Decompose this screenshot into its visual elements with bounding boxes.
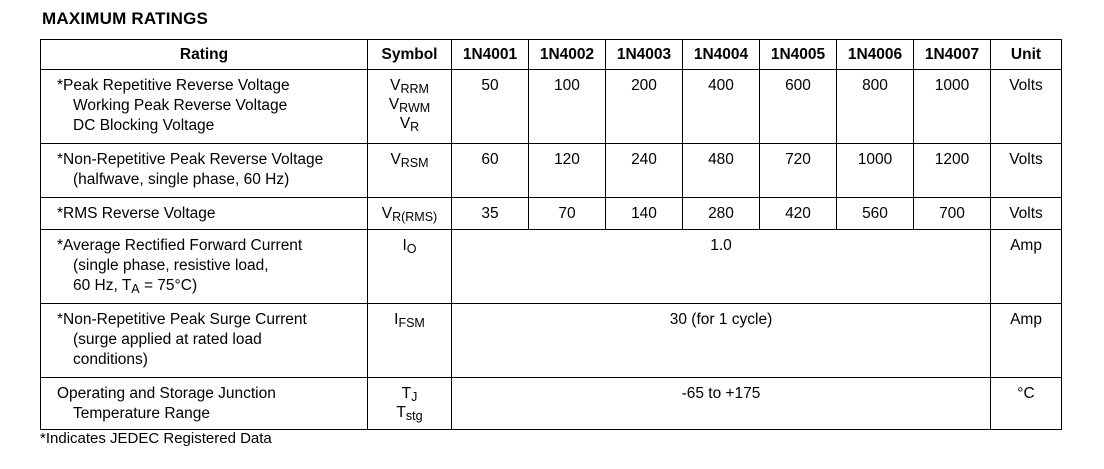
rating-line: *Non-Repetitive Peak Reverse Voltage: [57, 151, 324, 168]
header-part: 1N4001: [452, 40, 529, 70]
header-rating: Rating: [41, 40, 368, 70]
symbol-cell: [368, 198, 452, 230]
rating-line: *Peak Repetitive Reverse Voltage: [57, 77, 290, 94]
value-cell: 1000: [837, 144, 914, 198]
symbol: $V_R$: [399, 115, 420, 134]
rating-line: *RMS Reverse Voltage: [57, 205, 216, 222]
header-symbol: Symbol: [368, 40, 452, 70]
value-cell: 70: [529, 198, 606, 230]
rating-line: *Average Rectified Forward Current: [57, 237, 303, 254]
unit-cell: Volts: [991, 144, 1062, 198]
symbol-cell: [368, 304, 452, 378]
symbol: $V_{RWM}$: [388, 96, 431, 115]
rating-line: (halfwave, single phase, 60 Hz): [73, 171, 290, 188]
symbol-cell: [368, 230, 452, 304]
rating-line: (single phase, resistive load,: [73, 257, 269, 274]
table-row: [41, 304, 1062, 378]
symbol: $V_{R(RMS)}$: [381, 205, 438, 224]
rating-description: [41, 304, 368, 378]
footnote: *Indicates JEDEC Registered Data: [40, 430, 272, 447]
value-cell: 280: [683, 198, 760, 230]
unit-cell: Volts: [991, 198, 1062, 230]
value-cell: 1000: [914, 70, 991, 144]
value-cell: 60: [452, 144, 529, 198]
merged-value-cell: 30 (for 1 cycle): [452, 304, 991, 378]
value-cell: 700: [914, 198, 991, 230]
rating-line: *Non-Repetitive Peak Surge Current: [57, 311, 307, 328]
rating-line: 60 Hz, $T_A = 75^\circ C$): [73, 277, 198, 296]
rating-line: DC Blocking Voltage: [73, 117, 215, 134]
merged-value-cell: -65 to +175: [452, 378, 991, 430]
value-cell: 1200: [914, 144, 991, 198]
header-part: 1N4002: [529, 40, 606, 70]
value-cell: 420: [760, 198, 837, 230]
unit-cell: Volts: [991, 70, 1062, 144]
symbol: $I_O$: [402, 237, 417, 256]
value-cell: 35: [452, 198, 529, 230]
symbol-cell: [368, 70, 452, 144]
rating-description: [41, 198, 368, 230]
symbol: $V_{RRM}$: [390, 77, 429, 96]
unit-cell: Amp: [991, 230, 1062, 304]
symbol: $V_{RSM}$: [390, 151, 429, 170]
value-cell: 140: [606, 198, 683, 230]
rating-line: (surge applied at rated load: [73, 331, 262, 348]
value-cell: 480: [683, 144, 760, 198]
rating-line: Working Peak Reverse Voltage: [73, 97, 288, 114]
value-cell: 720: [760, 144, 837, 198]
symbol-cell: [368, 378, 452, 430]
value-cell: 800: [837, 70, 914, 144]
value-cell: 240: [606, 144, 683, 198]
value-cell: 50: [452, 70, 529, 144]
table-row: [41, 378, 1062, 430]
maximum-ratings-table: [40, 39, 1062, 430]
rating-description: [41, 70, 368, 144]
rating-line: Temperature Range: [73, 405, 210, 422]
table-row: [41, 198, 1062, 230]
rating-line: Operating and Storage Junction: [57, 385, 276, 402]
section-title: MAXIMUM RATINGS: [42, 9, 209, 28]
header-unit: Unit: [991, 40, 1062, 70]
unit-cell: °C: [991, 378, 1062, 430]
rating-description: [41, 378, 368, 430]
symbol: $T_J$: [401, 385, 418, 404]
rating-line: conditions): [73, 351, 148, 368]
value-cell: 100: [529, 70, 606, 144]
header-part: 1N4006: [837, 40, 914, 70]
header-part: 1N4004: [683, 40, 760, 70]
symbol-cell: [368, 144, 452, 198]
value-cell: 560: [837, 198, 914, 230]
header-part: 1N4003: [606, 40, 683, 70]
header-part: 1N4005: [760, 40, 837, 70]
symbol: $T_{stg}$: [396, 404, 423, 423]
header-row: [41, 40, 1062, 70]
symbol: $I_{FSM}$: [394, 311, 425, 330]
header-part: 1N4007: [914, 40, 991, 70]
rating-description: [41, 230, 368, 304]
value-cell: 120: [529, 144, 606, 198]
table-row: [41, 70, 1062, 144]
value-cell: 600: [760, 70, 837, 144]
rating-description: [41, 144, 368, 198]
merged-value-cell: 1.0: [452, 230, 991, 304]
value-cell: 400: [683, 70, 760, 144]
unit-cell: Amp: [991, 304, 1062, 378]
table-row: [41, 230, 1062, 304]
value-cell: 200: [606, 70, 683, 144]
table-row: [41, 144, 1062, 198]
